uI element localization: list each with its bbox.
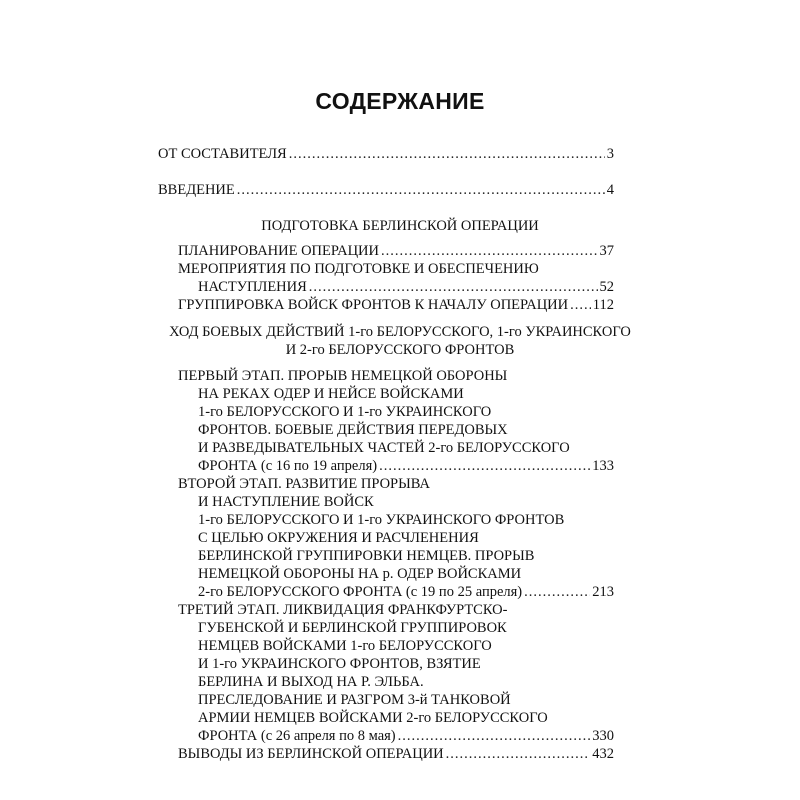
toc-entry-label: ФРОНТА (с 16 по 19 апреля) xyxy=(198,458,378,474)
toc-entry-line: ПЕРВЫЙ ЭТАП. ПРОРЫВ НЕМЕЦКОЙ ОБОРОНЫ xyxy=(178,368,508,384)
toc-entry-line: 1-го БЕЛОРУССКОГО И 1-го УКРАИНСКОГО xyxy=(198,404,492,420)
toc-page-number: 4 xyxy=(606,182,614,198)
leader-dots xyxy=(237,181,605,200)
toc-entry-line: И НАСТУПЛЕНИЕ ВОЙСК xyxy=(198,494,374,510)
toc-entry-troop-grouping[interactable] xyxy=(178,296,614,315)
toc-page-number: 3 xyxy=(606,146,614,162)
leader-dots xyxy=(379,457,590,476)
leader-dots xyxy=(524,583,590,602)
section-heading-combat-line2: И 2-го БЕЛОРУССКОГО ФРОНТОВ xyxy=(285,342,515,358)
toc-page-number: 52 xyxy=(599,279,614,295)
toc-page-number: 330 xyxy=(592,728,614,744)
section-heading-combat: ХОД БОЕВЫХ ДЕЙСТВИЙ 1-го БЕЛОРУССКОГО, 1-го УКРАИНСКОГО xyxy=(169,324,631,340)
toc-page-number: 37 xyxy=(599,243,614,259)
toc-entry-line: НА РЕКАХ ОДЕР И НЕЙСЕ ВОЙСКАМИ xyxy=(198,386,464,402)
toc-entry-stage-one[interactable] xyxy=(198,457,614,476)
page-title: СОДЕРЖАНИЕ xyxy=(315,88,485,114)
toc-entry-foreword[interactable] xyxy=(158,145,614,164)
toc-entry-line: НЕМЕЦКОЙ ОБОРОНЫ НА р. ОДЕР ВОЙСКАМИ xyxy=(198,566,522,582)
leader-dots xyxy=(446,745,591,764)
toc-entry-conclusions[interactable] xyxy=(178,745,614,764)
toc-entry-label: ВВЕДЕНИЕ xyxy=(158,182,235,198)
toc-entry-line: МЕРОПРИЯТИЯ ПО ПОДГОТОВКЕ И ОБЕСПЕЧЕНИЮ xyxy=(178,261,539,277)
toc-entry-label: ОТ СОСТАВИТЕЛЯ xyxy=(158,146,287,162)
toc-entry-label: ПЛАНИРОВАНИЕ ОПЕРАЦИИ xyxy=(178,243,379,259)
leader-dots xyxy=(570,296,591,315)
toc-page-number: 213 xyxy=(592,584,614,600)
toc-entry-line: НЕМЦЕВ ВОЙСКАМИ 1-го БЕЛОРУССКОГО xyxy=(198,638,492,654)
toc-entry-line: И 1-го УКРАИНСКОГО ФРОНТОВ, ВЗЯТИЕ xyxy=(198,656,481,672)
toc-entry-planning[interactable] xyxy=(178,242,614,261)
toc-entry-line: И РАЗВЕДЫВАТЕЛЬНЫХ ЧАСТЕЙ 2-го БЕЛОРУССКОГО xyxy=(198,440,570,456)
toc-entry-label: ВЫВОДЫ ИЗ БЕРЛИНСКОЙ ОПЕРАЦИИ xyxy=(178,746,444,762)
toc-page-number: 432 xyxy=(592,746,614,762)
leader-dots xyxy=(289,145,605,164)
toc-entry-line: ТРЕТИЙ ЭТАП. ЛИКВИДАЦИЯ ФРАНКФУРТСКО- xyxy=(178,602,508,618)
toc-entry-line: БЕРЛИНА И ВЫХОД НА Р. ЭЛЬБА. xyxy=(198,674,424,690)
toc-entry-stage-three[interactable] xyxy=(198,727,614,746)
leader-dots xyxy=(309,278,598,297)
toc-entry-label: ФРОНТА (с 26 апреля по 8 мая) xyxy=(198,728,396,744)
toc-entry-stage-two[interactable] xyxy=(198,583,614,602)
toc-entry-label: ГРУППИРОВКА ВОЙСК ФРОНТОВ К НАЧАЛУ ОПЕРАЦИИ xyxy=(178,297,569,313)
toc-entry-line: АРМИИ НЕМЦЕВ ВОЙСКАМИ 2-го БЕЛОРУССКОГО xyxy=(198,710,548,726)
section-heading-preparation: ПОДГОТОВКА БЕРЛИНСКОЙ ОПЕРАЦИИ xyxy=(261,218,539,234)
leader-dots xyxy=(381,242,598,261)
toc-entry-line: 1-го БЕЛОРУССКОГО И 1-го УКРАИНСКОГО ФРОНТОВ xyxy=(198,512,565,528)
toc-entry-line: БЕРЛИНСКОЙ ГРУППИРОВКИ НЕМЦЕВ. ПРОРЫВ xyxy=(198,548,535,564)
toc-entry-line: ВТОРОЙ ЭТАП. РАЗВИТИЕ ПРОРЫВА xyxy=(178,476,430,492)
toc-entry-line: ГУБЕНСКОЙ И БЕРЛИНСКОЙ ГРУППИРОВОК xyxy=(198,620,507,636)
toc-entry-preparation-measures[interactable] xyxy=(198,278,614,297)
toc-page-number: 133 xyxy=(592,458,614,474)
leader-dots xyxy=(398,727,591,746)
toc-entry-label: 2-го БЕЛОРУССКОГО ФРОНТА (с 19 по 25 апреля) xyxy=(198,584,523,600)
toc-entry-line: ПРЕСЛЕДОВАНИЕ И РАЗГРОМ 3-й ТАНКОВОЙ xyxy=(198,692,511,708)
toc-entry-label: НАСТУПЛЕНИЯ xyxy=(198,279,307,295)
toc-page-number: 112 xyxy=(592,297,614,313)
toc-entry-line: С ЦЕЛЬЮ ОКРУЖЕНИЯ И РАСЧЛЕНЕНИЯ xyxy=(198,530,479,546)
toc-entry-introduction[interactable] xyxy=(158,181,614,200)
toc-entry-line: ФРОНТОВ. БОЕВЫЕ ДЕЙСТВИЯ ПЕРЕДОВЫХ xyxy=(198,422,508,438)
